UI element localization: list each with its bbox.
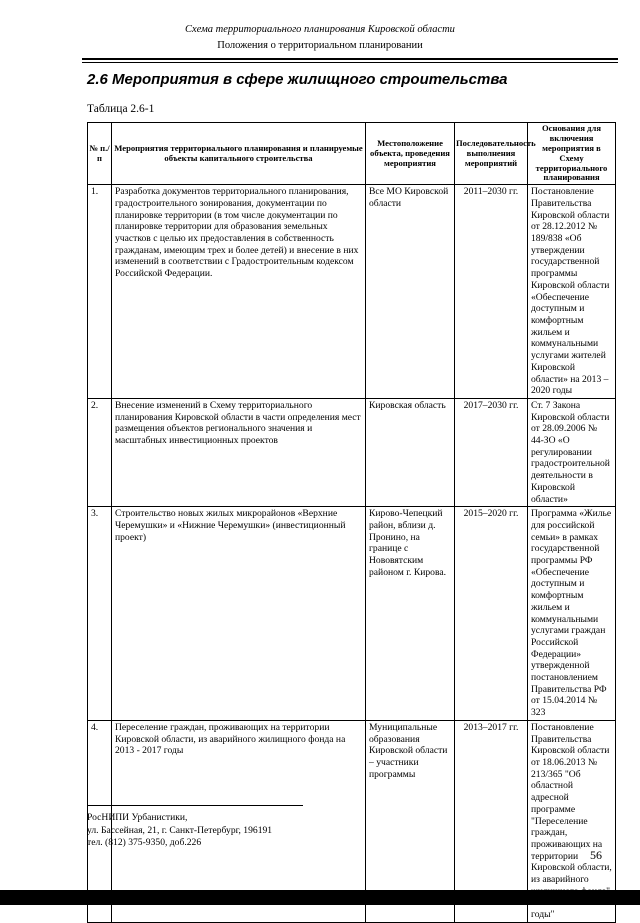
header-location: Местоположение объекта, проведения мероприятия: [366, 123, 455, 185]
page-number: 56: [590, 848, 602, 862]
header-rule-thick: [82, 58, 618, 60]
table-label: Таблица 2.6-1: [87, 103, 155, 115]
row-measure: Переселение граждан, проживающих на территории Кировской области, из аварийного жилищного фонда на 2013 - 2017 годы: [112, 720, 366, 922]
footer-phone: тел. (812) 375-9350, доб.226: [87, 837, 202, 849]
header-period: Последовательность выполнения мероприятий: [455, 123, 528, 185]
row-basis: Программа «Жилье для российской семьи» в рамках государственной программы РФ «Обеспечение доступным и комфортным жильем и коммунальными услугами граждан Российской Федерации» утвержденной постановлением Правительства РФ от 15.04.2014 № 323: [528, 507, 616, 721]
footer-address: ул. Бассейная, 21, г. Санкт-Петербург, 196191: [87, 824, 273, 836]
section-title: 2.6 Мероприятия в сфере жилищного строительства: [87, 71, 508, 88]
row-measure: Внесение изменений в Схему территориального планирования Кировской области в части определения мест размещения объектов регионального значения и масштабных инвестиционных проектов: [112, 398, 366, 506]
row-basis: Постановление Правительства Кировской области от 28.12.2012 № 189/838 «Об утверждении государственной программы Кировской области «Обеспечение доступным и комфортным жильем и коммунальными услугами жителей Кировской области» на 2013 – 2020 годы: [528, 185, 616, 399]
row-period: 2015–2020 гг.: [455, 507, 528, 721]
footer-block: [87, 812, 272, 850]
row-basis: Постановление Правительства Кировской области от 18.06.2013 № 213/365 "Об областной адресной программе "Переселение граждан, проживающих на территории Кировской области, из аварийного годы": [528, 720, 616, 922]
table-row: [88, 507, 616, 721]
header-basis: Основания для включения мероприятия в Схему территориального планирования: [528, 123, 616, 185]
header-measure: Мероприятия территориального планирования и планируемые объекты капитального строительства: [112, 123, 366, 185]
row-location: Муниципальные образования Кировской области – участники программы: [366, 720, 455, 922]
running-header-title: Схема территориального планирования Кировской области: [185, 24, 455, 35]
footer-organization: РосНИПИ Урбанистики,: [87, 812, 188, 823]
row-period: 2017–2030 гг.: [455, 398, 528, 506]
row-number: 2.: [88, 398, 112, 506]
row-number: 1.: [88, 185, 112, 399]
measures-table: [87, 122, 616, 923]
header-num: № п./п: [88, 123, 112, 185]
row-basis: Ст. 7 Закона Кировской области от 28.09.2006 № 44-ЗО «О регулировании градостроительной деятельности в Кировской области»: [528, 398, 616, 506]
running-header-subtitle: Положения о территориальном планировании: [217, 40, 423, 51]
row-location: Кирово-Чепецкий район, вблизи д. Пронино, на границе с Нововятским районом г. Кирова.: [366, 507, 455, 721]
footer-rule: [87, 805, 303, 806]
row-number: 3.: [88, 507, 112, 721]
header-rule-thin: [82, 62, 618, 63]
table-header-row: [88, 123, 616, 185]
row-measure: Строительство новых жилых микрорайонов «Верхние Черемушки» и «Нижние Черемушки» (инвестиционный проект): [112, 507, 366, 721]
table-row: [88, 398, 616, 506]
row-period: 2011–2030 гг.: [455, 185, 528, 399]
row-period: 2013–2017 гг.: [455, 720, 528, 922]
row-location: Все МО Кировской области: [366, 185, 455, 399]
table-row: [88, 185, 616, 399]
row-number: 4.: [88, 720, 112, 922]
scan-bottom-edge: [0, 890, 640, 905]
row-location: Кировская область: [366, 398, 455, 506]
row-measure: Разработка документов территориального планирования, градостроительного зонирования, документации по планировке территории (в том числе документации по планировке территории для образования земельных участков с целью их предоставления в собственность гражданам, имеющим трех и более детей) и внесение в них изменений в соответствии с Градостроительным кодексом Российской Федерации.: [112, 185, 366, 399]
